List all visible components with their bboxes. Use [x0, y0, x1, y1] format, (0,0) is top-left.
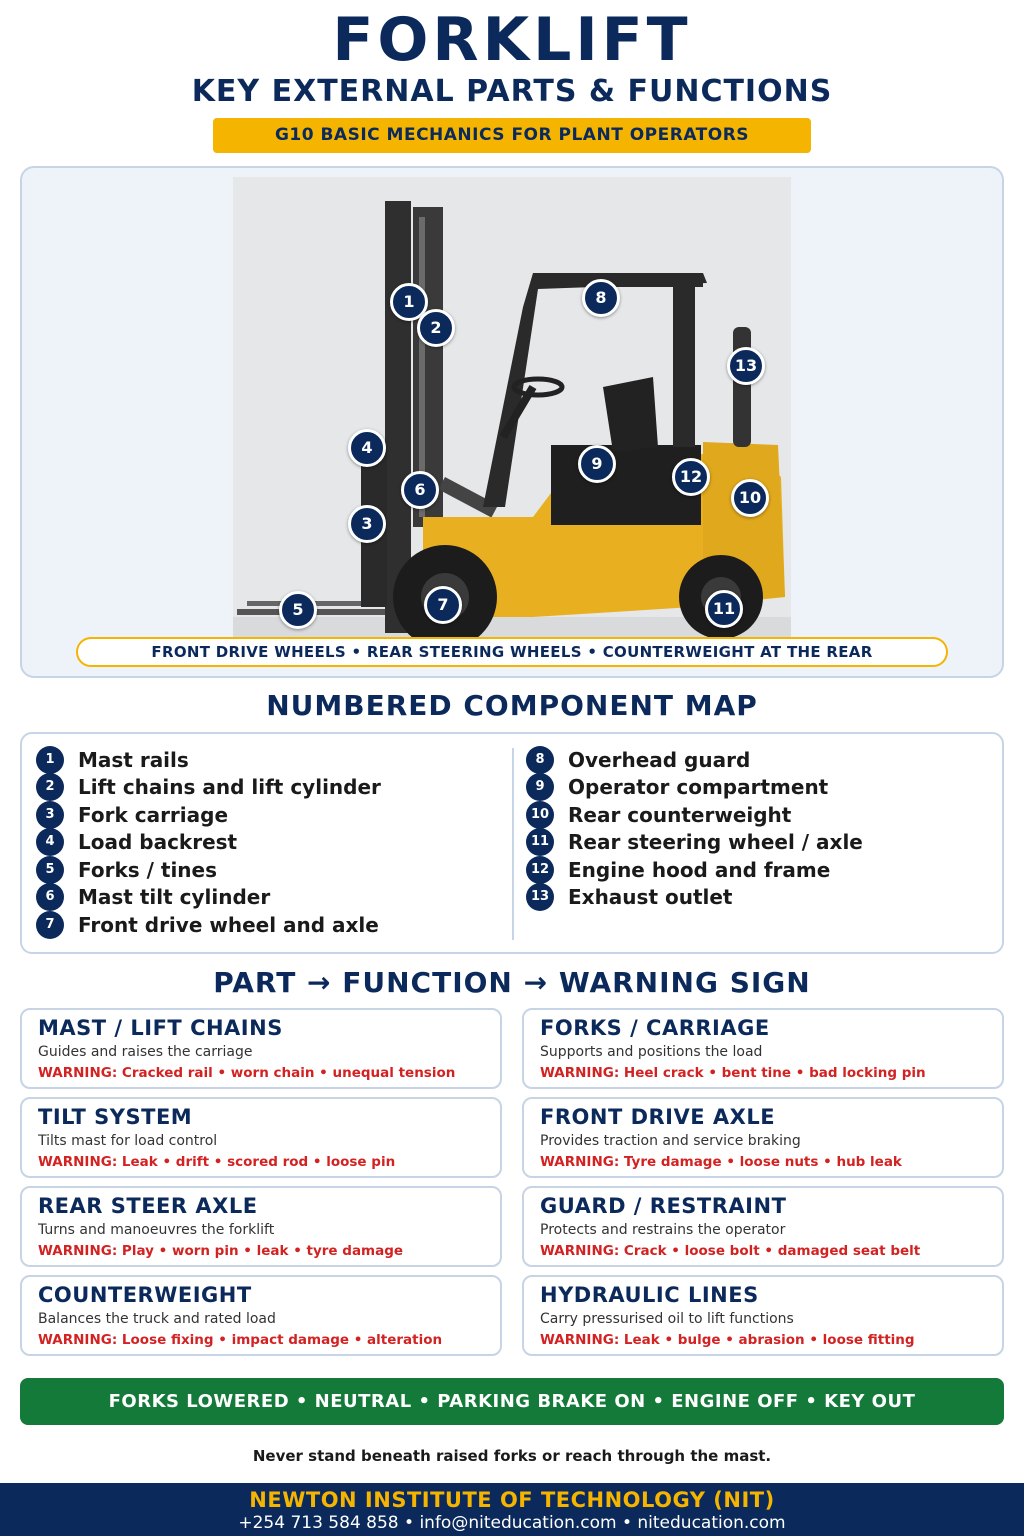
marker-12: 12 — [672, 458, 710, 496]
list-item — [36, 829, 381, 857]
marker-1: 1 — [390, 283, 428, 321]
list-item — [526, 884, 863, 912]
item-number: 9 — [526, 773, 554, 801]
list-item — [36, 746, 381, 774]
card-counterweight — [20, 1275, 502, 1356]
marker-2: 2 — [417, 309, 455, 347]
shutdown-checklist-banner: FORKS LOWERED • NEUTRAL • PARKING BRAKE ON • ENGINE OFF • KEY OUT — [20, 1378, 1004, 1425]
card-warning: WARNING: Play • worn pin • leak • tyre damage — [38, 1243, 404, 1259]
component-list-left — [36, 746, 381, 939]
card-warning: WARNING: Leak • drift • scored rod • loose pin — [38, 1154, 396, 1170]
card-warning: WARNING: Loose fixing • impact damage • alteration — [38, 1332, 443, 1348]
item-label: Operator compartment — [568, 775, 829, 800]
card-title: MAST / LIFT CHAINS — [38, 1016, 283, 1040]
list-item — [526, 829, 863, 857]
page-title: FORKLIFT — [332, 5, 692, 75]
component-map-title: NUMBERED COMPONENT MAP — [266, 689, 758, 722]
card-front-drive-axle — [522, 1097, 1004, 1178]
card-tilt-system — [20, 1097, 502, 1178]
card-title: GUARD / RESTRAINT — [540, 1194, 787, 1218]
item-number: 12 — [526, 856, 554, 884]
card-rear-steer-axle — [20, 1186, 502, 1267]
card-hydraulic-lines — [522, 1275, 1004, 1356]
card-function: Protects and restrains the operator — [540, 1222, 786, 1238]
item-label: Overhead guard — [568, 747, 751, 772]
card-title: TILT SYSTEM — [38, 1105, 193, 1129]
item-number: 1 — [36, 746, 64, 774]
card-title: HYDRAULIC LINES — [540, 1283, 759, 1307]
item-label: Mast tilt cylinder — [78, 885, 271, 910]
list-item — [36, 856, 381, 884]
item-label: Rear counterweight — [568, 802, 792, 827]
item-label: Lift chains and lift cylinder — [78, 775, 381, 800]
list-item — [526, 746, 863, 774]
card-title: FRONT DRIVE AXLE — [540, 1105, 776, 1129]
card-function: Turns and manoeuvres the forklift — [38, 1222, 275, 1238]
wheel-layout-caption: FRONT DRIVE WHEELS • REAR STEERING WHEELS • COUNTERWEIGHT AT THE REAR — [76, 637, 948, 667]
function-section-title: PART → FUNCTION → WARNING SIGN — [213, 966, 811, 999]
item-label: Engine hood and frame — [568, 857, 831, 882]
marker-11: 11 — [705, 590, 743, 628]
list-item — [526, 801, 863, 829]
marker-4: 4 — [348, 429, 386, 467]
card-function: Provides traction and service braking — [540, 1133, 801, 1149]
list-item — [36, 884, 381, 912]
item-number: 6 — [36, 883, 64, 911]
marker-8: 8 — [582, 279, 620, 317]
marker-7: 7 — [424, 586, 462, 624]
safety-note: Never stand beneath raised forks or reach through the mast. — [252, 1447, 772, 1465]
marker-10: 10 — [731, 479, 769, 517]
card-function: Balances the truck and rated load — [38, 1311, 276, 1327]
card-function: Guides and raises the carriage — [38, 1044, 253, 1060]
item-number: 3 — [36, 801, 64, 829]
item-number: 4 — [36, 828, 64, 856]
course-banner: G10 BASIC MECHANICS FOR PLANT OPERATORS — [213, 118, 811, 153]
card-warning: WARNING: Cracked rail • worn chain • unequal tension — [38, 1065, 456, 1081]
card-forks-carriage — [522, 1008, 1004, 1089]
card-title: COUNTERWEIGHT — [38, 1283, 252, 1307]
list-item — [526, 774, 863, 802]
marker-5: 5 — [279, 591, 317, 629]
item-label: Load backrest — [78, 830, 238, 855]
item-label: Front drive wheel and axle — [78, 912, 379, 937]
marker-13: 13 — [727, 347, 765, 385]
card-title: REAR STEER AXLE — [38, 1194, 258, 1218]
item-number: 7 — [36, 911, 64, 939]
item-number: 10 — [526, 801, 554, 829]
card-warning: WARNING: Leak • bulge • abrasion • loose fitting — [540, 1332, 915, 1348]
card-warning: WARNING: Heel crack • bent tine • bad locking pin — [540, 1065, 926, 1081]
item-number: 5 — [36, 856, 64, 884]
contact-line: +254 713 584 858 • info@niteducation.com • niteducation.com — [238, 1513, 786, 1533]
card-function: Tilts mast for load control — [38, 1133, 218, 1149]
item-label: Exhaust outlet — [568, 885, 733, 910]
item-number: 8 — [526, 746, 554, 774]
marker-6: 6 — [401, 471, 439, 509]
card-function: Supports and positions the load — [540, 1044, 763, 1060]
footer — [0, 1483, 1024, 1536]
list-item — [526, 856, 863, 884]
item-label: Fork carriage — [78, 802, 229, 827]
card-guard-restraint — [522, 1186, 1004, 1267]
component-map-panel — [20, 732, 1004, 954]
item-label: Mast rails — [78, 747, 189, 772]
column-divider — [512, 748, 514, 940]
item-label: Rear steering wheel / axle — [568, 830, 863, 855]
list-item — [36, 911, 381, 939]
page-subtitle: KEY EXTERNAL PARTS & FUNCTIONS — [191, 74, 833, 109]
list-item — [36, 774, 381, 802]
item-number: 13 — [526, 883, 554, 911]
item-number: 2 — [36, 773, 64, 801]
list-item — [36, 801, 381, 829]
card-warning: WARNING: Tyre damage • loose nuts • hub leak — [540, 1154, 902, 1170]
card-mast-lift-chains — [20, 1008, 502, 1089]
forklift-illustration — [233, 177, 791, 637]
item-label: Forks / tines — [78, 857, 218, 882]
marker-9: 9 — [578, 445, 616, 483]
item-number: 11 — [526, 828, 554, 856]
marker-3: 3 — [348, 505, 386, 543]
card-warning: WARNING: Crack • loose bolt • damaged seat belt — [540, 1243, 921, 1259]
card-function: Carry pressurised oil to lift functions — [540, 1311, 794, 1327]
institute-name: NEWTON INSTITUTE OF TECHNOLOGY (NIT) — [249, 1488, 775, 1512]
card-title: FORKS / CARRIAGE — [540, 1016, 770, 1040]
component-list-right — [526, 746, 863, 911]
